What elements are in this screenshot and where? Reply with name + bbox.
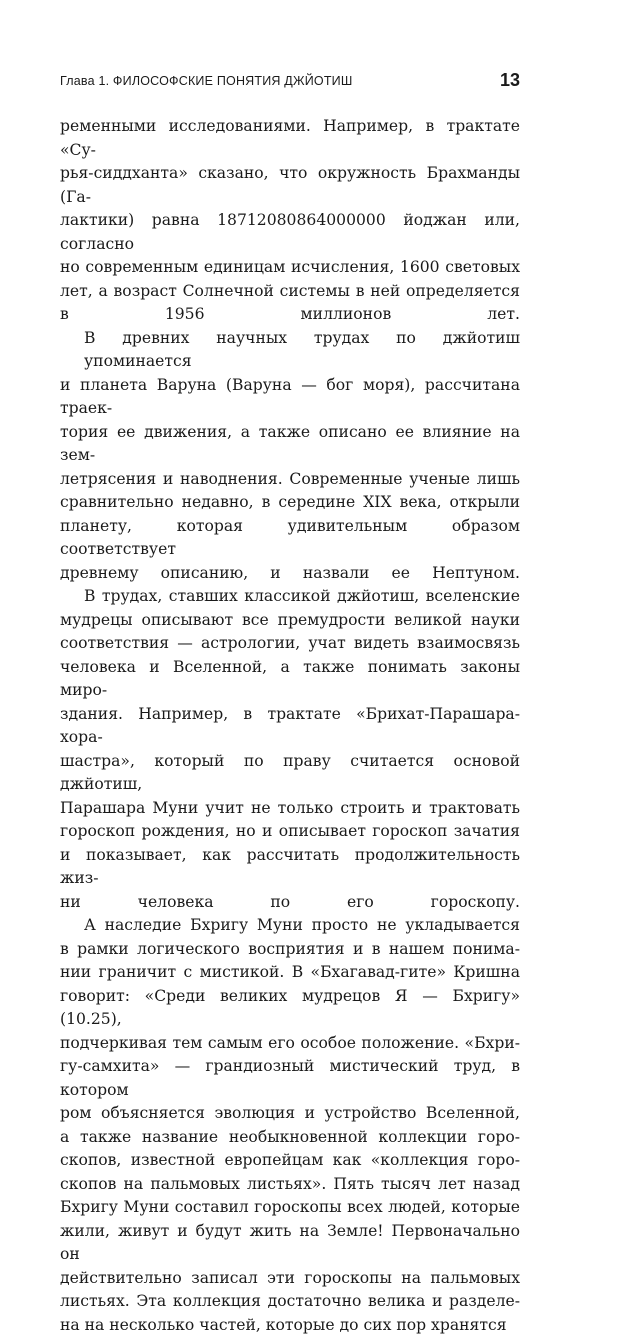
paragraph — [60, 327, 520, 586]
text-line: а также название необыкновенной коллекции горо- — [60, 1126, 520, 1150]
text-line: летрясения и наводнения. Современные ученые лишь — [60, 468, 520, 492]
text-line: В древних научных трудах по джйотиш упоминается — [60, 327, 520, 374]
text-line: В трудах, ставших классикой джйотиш, вселенские — [60, 585, 520, 609]
text-line: сравнительно недавно, в середине XIX века, открыли — [60, 491, 520, 515]
text-line: мудрецы описывают все премудрости великой науки — [60, 609, 520, 633]
text-line: нии граничит с мистикой. В «Бхагавад-гите» Кришна — [60, 961, 520, 985]
text-line: человека и Вселенной, а также понимать законы миро- — [60, 656, 520, 703]
text-line: ром объясняется эволюция и устройство Вселенной, — [60, 1102, 520, 1126]
text-line: А наследие Бхригу Муни просто не укладывается — [60, 914, 520, 938]
text-line: но современным единицам исчисления, 1600 световых — [60, 256, 520, 280]
text-line: говорит: «Среди великих мудрецов Я — Бхригу» (10.25), — [60, 985, 520, 1032]
text-line: на на несколько частей, которые до сих пор хранятся — [60, 1314, 520, 1337]
text-line: в рамки логического восприятия и в нашем понима- — [60, 938, 520, 962]
chapter-title: Глава 1. ФИЛОСОФСКИЕ ПОНЯТИЯ ДЖЙОТИШ — [60, 74, 353, 88]
text-line: соответствия — астрологии, учат видеть взаимосвязь — [60, 632, 520, 656]
text-line: в 1956 миллионов лет. — [60, 303, 520, 327]
text-line: и показывает, как рассчитать продолжительность жиз- — [60, 844, 520, 891]
text-line: гу-самхита» — грандиозный мистический труд, в котором — [60, 1055, 520, 1102]
text-line: жили, живут и будут жить на Земле! Первоначально он — [60, 1220, 520, 1267]
text-span: лактики) равна 18712080864000000 йоджан или, согласно — [60, 211, 520, 253]
text-line: листьях. Эта коллекция достаточно велика и разделе- — [60, 1290, 520, 1314]
text-line: Парашара Муни учит не только строить и трактовать — [60, 797, 520, 821]
text-line: шастра», который по праву считается основой джйотиш, — [60, 750, 520, 797]
text-line: лет, а возраст Солнечной системы в ней определяется — [60, 280, 520, 304]
text-line: тория ее движения, а также описано ее влияние на зем- — [60, 421, 520, 468]
page-number: 13 — [500, 70, 520, 91]
text-line: древнему описанию, и назвали ее Нептуном. — [60, 562, 520, 586]
text-line: и планета Варуна (Варуна — бог моря), рассчитана траек- — [60, 374, 520, 421]
paragraph — [60, 914, 520, 1337]
text-line — [60, 209, 520, 256]
text-line: ни человека по его гороскопу. — [60, 891, 520, 915]
text-line: планету, которая удивительным образом соответствует — [60, 515, 520, 562]
text-line: скопов, известной европейцам как «коллекция горо- — [60, 1149, 520, 1173]
text-line: здания. Например, в трактате «Брихат-Парашара-хора- — [60, 703, 520, 750]
text-line: гороскоп рождения, но и описывает гороскоп зачатия — [60, 820, 520, 844]
running-header — [60, 72, 520, 92]
text-line: скопов на пальмовых листьях». Пять тысяч лет назад — [60, 1173, 520, 1197]
text-line: Бхригу Муни составил гороскопы всех людей, которые — [60, 1196, 520, 1220]
body-text — [60, 115, 520, 1337]
text-line: подчеркивая тем самым его особое положение. «Бхри- — [60, 1032, 520, 1056]
paragraph — [60, 115, 520, 327]
text-line: ременными исследованиями. Например, в трактате «Су- — [60, 115, 520, 162]
text-line: рья-сиддханта» сказано, что окружность Брахманды (Га- — [60, 162, 520, 209]
text-line: действительно записал эти гороскопы на пальмовых — [60, 1267, 520, 1291]
paragraph — [60, 585, 520, 914]
